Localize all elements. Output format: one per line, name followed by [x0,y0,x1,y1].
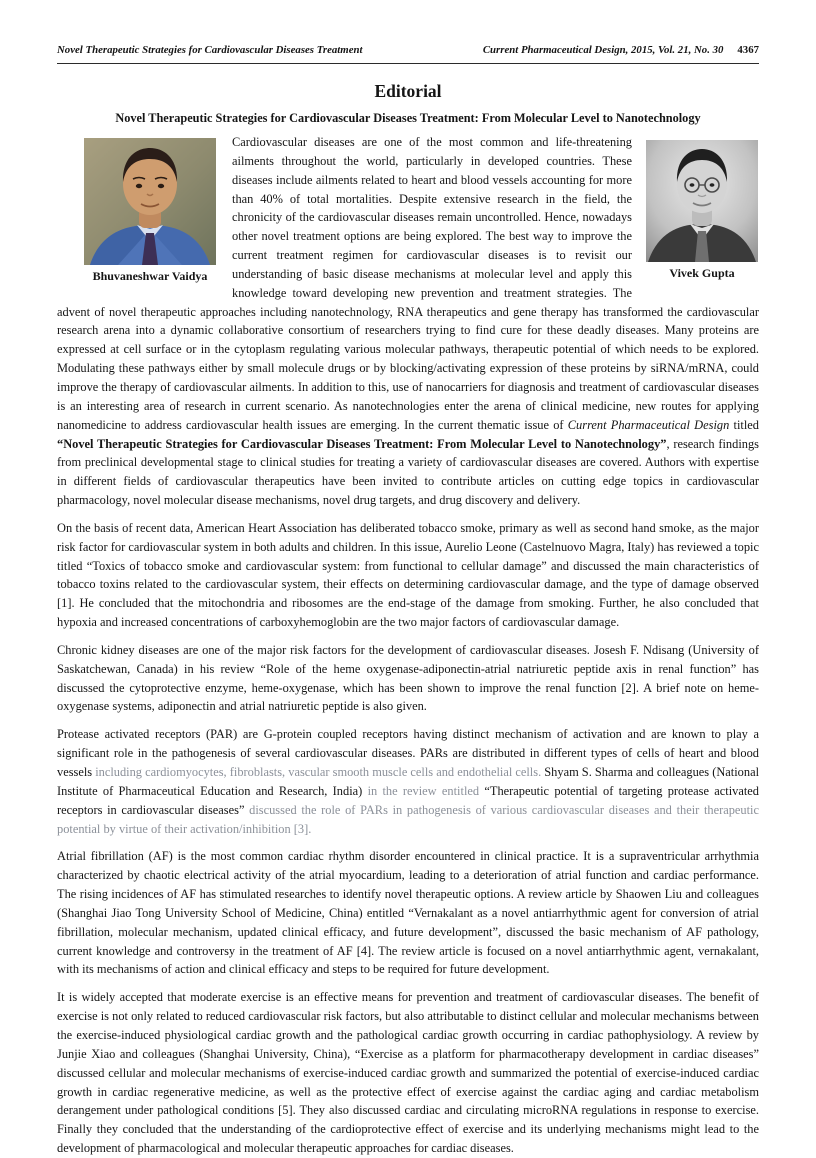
paragraph-introduction: Cardiovascular diseases are one of the most common and life-threatening ailments throughout the world, particularly in developed countries. These diseases include ailments related to heart and blood vessels accounting for more than 40% of total mortalities. Despite extensive research in the field, the chronicity of the cardiovascular diseases remain uncontrolled. Hence, nowadays other novel treatment options are being explored. The best way to improve the current treatment regimen for cardiovascular diseases is to revisit our understanding of basic disease mechanisms at molecular level and apply this knowledge toward developing new prevention and treatment strategies. The advent of novel therapeutic approaches including nanotechnology, RNA therapeutics and gene therapy has transformed the cardiovascular research arena into a dynamic collaborative consortium of researchers trying to find cure for these deadly diseases. Many proteins are expressed at cell surface or in the cytoplasm regulating various molecular pathways, therapeutic potential of which needs to be explored. Modulating these pathways either by small molecule drugs or by blocking/activating expression of these proteins by siRNA/mRNA, could improve the therapy of cardiovascular ailments. In addition to this, use of nanocarriers for diagnosis and treatment of cardiovascular diseases is an interesting area of research in current scenario. As nanotechnologies enter the arena of clinical medicine, new routes for applying nanomedicine to address cardiovascular health issues are emerging. In the current thematic issue of Current Pharmaceutical Design titled “Novel Therapeutic Strategies for Cardiovascular Diseases Treatment: From Molecular Level to Nanotechnology”, research findings from preclinical developmental stage to clinical studies for treating a variety of cardiovascular diseases are covered. Authors with expertise in different fields of cardiovascular therapeutics have been invited to contribute articles on cutting edge topics in cardiovascular pharmacology, novel molecular disease mechanisms, novel drug targets, and drug discovery and delivery. [57,135,759,508]
portrait-photo-icon [646,140,758,262]
article-title: Novel Therapeutic Strategies for Cardiovascular Diseases Treatment: From Molecular Level to Nanotechnology [115,111,701,125]
paragraph-chronic-kidney: Chronic kidney diseases are one of the major risk factors for the development of cardiovascular diseases. Josesh F. Ndisang (University of Saskatchewan, Canada) in his review “Role of the heme oxygenase-adiponectin-atrial natriuretic peptide axis in renal function” has discussed the cytoprotective enzyme, heme-oxygenase, which has been shown to improve the renal function [2]. A brief note on heme-oxygenase systems, adiponectin and atrial natriuretic peptide is also given. [57,642,759,714]
section-title: Editorial [374,81,442,101]
journal-citation: Current Pharmaceutical Design, 2015, Vol. 21, No. 30 [482,44,724,56]
paragraph-protease-receptors: Protease activated receptors (PAR) are G-protein coupled receptors having distinct mechanism of activation and are known to play a significant role in the pathogenesis of several cardiovascular diseases. PARs are distributed in different types of cells of heart and blood vessels including cardiomyocytes, fibroblasts, vascular smooth muscle cells and endothelial cells. Shyam S. Sharma and colleagues (National Institute of Pharmaceutical Education and Research, India) in the review entitled “Therapeutic potential of targeting protease activated receptors in cardiovascular diseases” discussed the role of PARs in pathogenesis of various cardiovascular diseases and their therapeutic potential by virtue of their activation/inhibition [3]. [57,727,760,836]
author-photo-right [646,140,758,282]
journal-citation-block [483,44,759,56]
paragraph-tobacco-smoke: On the basis of recent data, American Heart Association has deliberated tobacco smoke, primary as well as second hand smoke, as the major risk factor for cardiovascular system in both adults and children. In this issue, Aurelio Leone (Castelnuovo Magra, Italy) has reviewed a topic titled “Toxics of tobacco smoke and cardiovascular system: from functional to cellular damage” and discussed the main characteristics of tobacco toxins related to the cardiovascular system, their effects on determining cardiovascular damage, and the type of damage observed [1]. He concluded that the mitochondria and ribosomes are the end-stage of the damage from smoking. Further, he also concluded that hypoxia and increased concentrations of carboxyhemoglobin are the two major factors of cardiovascular damage. [57,520,759,630]
author-name-caption: Vivek Gupta [669,266,735,280]
paragraph-atrial-fibrillation: Atrial fibrillation (AF) is the most common cardiac rhythm disorder encountered in clinical practice. It is a supraventricular arrhythmia characterized by chaotic electrical activity of the atrial myocardium, leading to a deterioration of atrial function and cardiac performance. The rising incidences of AF has stimulated researches to identify novel therapeutic options. A review article by Shaowen Liu and colleagues (Shanghai Jiao Tong University School of Medicine, China) entitled “Vernakalant as a novel antiarrhythmic agent for conversion of atrial fibrillation, molecular mechanism, updated clinical efficacy, and future development”, discussed the basic mechanism of AF pathology, current knowledge and controversy in the treatment of AF [4]. The review article is focused on a novel antiarrhythmic agent, vernakalant, with its mechanisms of action and clinical efficacy and steps to be required for future development. [57,849,759,977]
article-body [57,133,759,1158]
paragraph-exercise: It is widely accepted that moderate exercise is an effective means for prevention and treatment of cardiovascular diseases. The benefit of exercise is not only related to reduced cardiovascular risk factors, but also attributable to distinct cellular and molecular mechanisms between the exercise-induced physiological cardiac growth and the pathological cardiac growth occurring in cardiac pathophysiology. A review by Junjie Xiao and colleagues (Shanghai University, China), “Exercise as a platform for pharmacotherapy development in cardiac diseases” discussed cellular and molecular mechanisms of exercise-induced cardiac growth and summarized the potential of exercise-induced cardiac growth in cardiac regenerative medicine, as well as the protective effect of exercise against the cardiac aging and cardiac metabolism derangement under pathological conditions [5]. They also discussed cardiac and circulating microRNA regulations in response to exercise. Finally they concluded that the understanding of the cardioprotective effect of exercise and its underlying mechanisms might lead to the development of pharmacological and molecular therapeutic approaches for cardiac diseases. [57,990,759,1156]
running-title: Novel Therapeutic Strategies for Cardiovascular Diseases Treatment [57,44,363,56]
page-number: 4367 [737,44,759,56]
running-header [57,42,759,64]
author-photo-left [84,138,216,285]
author-name-caption: Bhuvaneshwar Vaidya [92,269,208,283]
portrait-photo-icon [84,138,216,265]
